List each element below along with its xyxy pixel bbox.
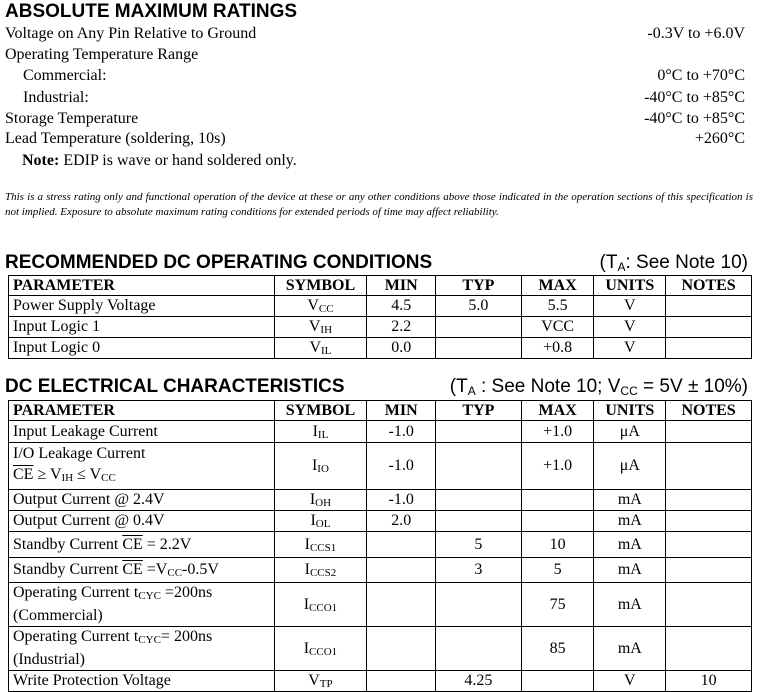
cell-parameter: Input Logic 0 <box>9 338 275 359</box>
abs-row <box>5 108 745 129</box>
cell-units: mA <box>594 532 666 558</box>
cell-parameter: Output Current @ 0.4V <box>9 511 275 532</box>
abs-row-label: Storage Temperature <box>5 110 139 127</box>
table-row <box>9 296 752 317</box>
cell-units: V <box>594 338 666 359</box>
cell-notes <box>666 583 752 627</box>
cell-parameter: Write Protection Voltage <box>9 671 275 692</box>
cell-parameter: Standby Current $\overline{CE} =V_{CC}-0.5V$ <box>9 558 275 583</box>
cell-symbol: $V_{CC}$ <box>274 296 367 317</box>
cell-min: 2.2 <box>367 317 436 338</box>
header-notes: NOTES <box>666 276 752 296</box>
header-parameter: PARAMETER <box>9 401 275 421</box>
cell-parameter: Input Logic 1 <box>9 317 275 338</box>
cell-max <box>521 511 594 532</box>
abs-note <box>22 150 297 171</box>
header-min: MIN <box>367 276 436 296</box>
cell-max: 75 <box>521 583 594 627</box>
rec-conditions: ($T_A$: See Note 10) <box>599 252 748 274</box>
abs-row-label: Commercial: <box>23 67 107 84</box>
cell-min: -1.0 <box>367 490 436 511</box>
cell-units: mA <box>594 511 666 532</box>
cell-typ <box>436 627 522 671</box>
cell-max: 5 <box>521 558 594 583</box>
table-row <box>9 490 752 511</box>
cell-min: -1.0 <box>367 443 436 490</box>
cell-notes <box>666 338 752 359</box>
cell-notes <box>666 558 752 583</box>
cell-parameter: Operating Current $t_{CYC} =200ns$ (Commercial) <box>9 583 275 627</box>
cell-units: V <box>594 671 666 692</box>
cell-min <box>367 583 436 627</box>
cell-notes <box>666 490 752 511</box>
table-row <box>9 511 752 532</box>
abs-row <box>5 87 745 108</box>
cell-min <box>367 558 436 583</box>
cell-symbol: $V_{IH}$ <box>274 317 367 338</box>
table-row <box>9 443 752 490</box>
dc-table <box>8 400 752 692</box>
cell-typ: 4.25 <box>436 671 522 692</box>
cell-parameter: Operating Current $t_{CYC}= 200ns$ (Industrial) <box>9 627 275 671</box>
cell-min: 4.5 <box>367 296 436 317</box>
cell-typ <box>436 490 522 511</box>
cell-typ <box>436 511 522 532</box>
cell-units: V <box>594 296 666 317</box>
abs-row-value: +260°C <box>694 130 745 147</box>
cell-symbol: $I_{CCS2}$ <box>274 558 367 583</box>
cell-parameter: Input Leakage Current <box>9 421 275 443</box>
cell-max: +1.0 <box>521 443 594 490</box>
cell-symbol: $V_{TP}$ <box>274 671 367 692</box>
cell-symbol: $I_{CCO1}$ <box>274 627 367 671</box>
cell-min <box>367 671 436 692</box>
cell-notes <box>666 296 752 317</box>
cell-notes <box>666 627 752 671</box>
cell-max: 85 <box>521 627 594 671</box>
abs-row-value: -40°C to +85°C <box>644 110 745 127</box>
cell-parameter: I/O Leakage Current $\overline{CE} \ge V_{IH} \le V_{CC}$ <box>9 443 275 490</box>
abs-row <box>5 44 745 65</box>
header-notes: NOTES <box>666 401 752 421</box>
cell-notes <box>666 443 752 490</box>
table-row <box>9 583 752 627</box>
cell-symbol: $I_{OL}$ <box>274 511 367 532</box>
cell-parameter: Power Supply Voltage <box>9 296 275 317</box>
header-max: MAX <box>521 276 594 296</box>
abs-row-value: -40°C to +85°C <box>644 89 745 106</box>
cell-notes: 10 <box>666 671 752 692</box>
cell-typ: 5 <box>436 532 522 558</box>
cell-symbol: $V_{IL}$ <box>274 338 367 359</box>
cell-notes <box>666 511 752 532</box>
cell-typ: 5.0 <box>436 296 522 317</box>
cell-typ: 3 <box>436 558 522 583</box>
cell-units: V <box>594 317 666 338</box>
cell-typ <box>436 421 522 443</box>
note-label: Note: <box>22 152 60 169</box>
header-symbol: SYMBOL <box>274 276 367 296</box>
cell-symbol: $I_{IO}$ <box>274 443 367 490</box>
cell-typ <box>436 443 522 490</box>
abs-row-label: Lead Temperature (soldering, 10s) <box>5 130 226 147</box>
cell-units: μA <box>594 443 666 490</box>
abs-row-label: Industrial: <box>23 89 89 106</box>
cell-typ <box>436 583 522 627</box>
cell-min <box>367 532 436 558</box>
abs-row <box>5 65 745 86</box>
header-units: UNITS <box>594 276 666 296</box>
cell-min: -1.0 <box>367 421 436 443</box>
abs-row-label: Voltage on Any Pin Relative to Ground <box>5 25 257 42</box>
cell-max: +1.0 <box>521 421 594 443</box>
table-row <box>9 627 752 671</box>
cell-max <box>521 490 594 511</box>
cell-typ <box>436 338 522 359</box>
table-row <box>9 532 752 558</box>
header-units: UNITS <box>594 401 666 421</box>
cell-units: mA <box>594 558 666 583</box>
table-row <box>9 671 752 692</box>
table-row <box>9 421 752 443</box>
cell-max: +0.8 <box>521 338 594 359</box>
cell-units: mA <box>594 583 666 627</box>
header-typ: TYP <box>436 401 522 421</box>
table-header-row <box>9 276 752 296</box>
cell-units: μA <box>594 421 666 443</box>
cell-min <box>367 627 436 671</box>
cell-min: 0.0 <box>367 338 436 359</box>
abs-row-value: -0.3V to +6.0V <box>647 25 745 42</box>
cell-parameter: Output Current @ 2.4V <box>9 490 275 511</box>
cell-symbol: $I_{CCO1}$ <box>274 583 367 627</box>
cell-symbol: $I_{CCS1}$ <box>274 532 367 558</box>
abs-row <box>5 128 745 149</box>
header-typ: TYP <box>436 276 522 296</box>
dc-conditions: ($T_A$ : See Note 10; $V_{CC} = 5V \pm 10\%$) <box>449 376 748 398</box>
cell-max <box>521 671 594 692</box>
header-max: MAX <box>521 401 594 421</box>
cell-parameter: Standby Current $\overline{CE} = 2.2V$ <box>9 532 275 558</box>
note-text: EDIP is wave or hand soldered only. <box>59 152 297 169</box>
cell-min: 2.0 <box>367 511 436 532</box>
cell-symbol: $I_{OH}$ <box>274 490 367 511</box>
cell-max: 10 <box>521 532 594 558</box>
cell-typ <box>436 317 522 338</box>
cell-notes <box>666 421 752 443</box>
abs-row <box>5 23 745 44</box>
cell-notes <box>666 317 752 338</box>
cell-symbol: $I_{IL}$ <box>274 421 367 443</box>
dc-title: DC ELECTRICAL CHARACTERISTICS <box>5 376 345 397</box>
table-header-row <box>9 401 752 421</box>
table-row <box>9 558 752 583</box>
table-row <box>9 338 752 359</box>
stress-disclaimer: This is a stress rating only and functional operation of the device at these or any other conditions above those indicated in the operation sections of this specification is not implied. Exposure to absolute maximum rating conditions for extended periods of time may affect reliability. <box>5 191 753 218</box>
cell-max: 5.5 <box>521 296 594 317</box>
header-symbol: SYMBOL <box>274 401 367 421</box>
cell-units: mA <box>594 627 666 671</box>
table-row <box>9 317 752 338</box>
cell-notes <box>666 532 752 558</box>
cell-max: VCC <box>521 317 594 338</box>
abs-row-value: 0°C to +70°C <box>657 67 745 84</box>
cell-units: mA <box>594 490 666 511</box>
header-parameter: PARAMETER <box>9 276 275 296</box>
rec-table <box>8 275 752 359</box>
rec-title: RECOMMENDED DC OPERATING CONDITIONS <box>5 252 433 273</box>
abs-max-title: ABSOLUTE MAXIMUM RATINGS <box>5 1 298 22</box>
header-min: MIN <box>367 401 436 421</box>
abs-row-label: Operating Temperature Range <box>5 46 199 63</box>
